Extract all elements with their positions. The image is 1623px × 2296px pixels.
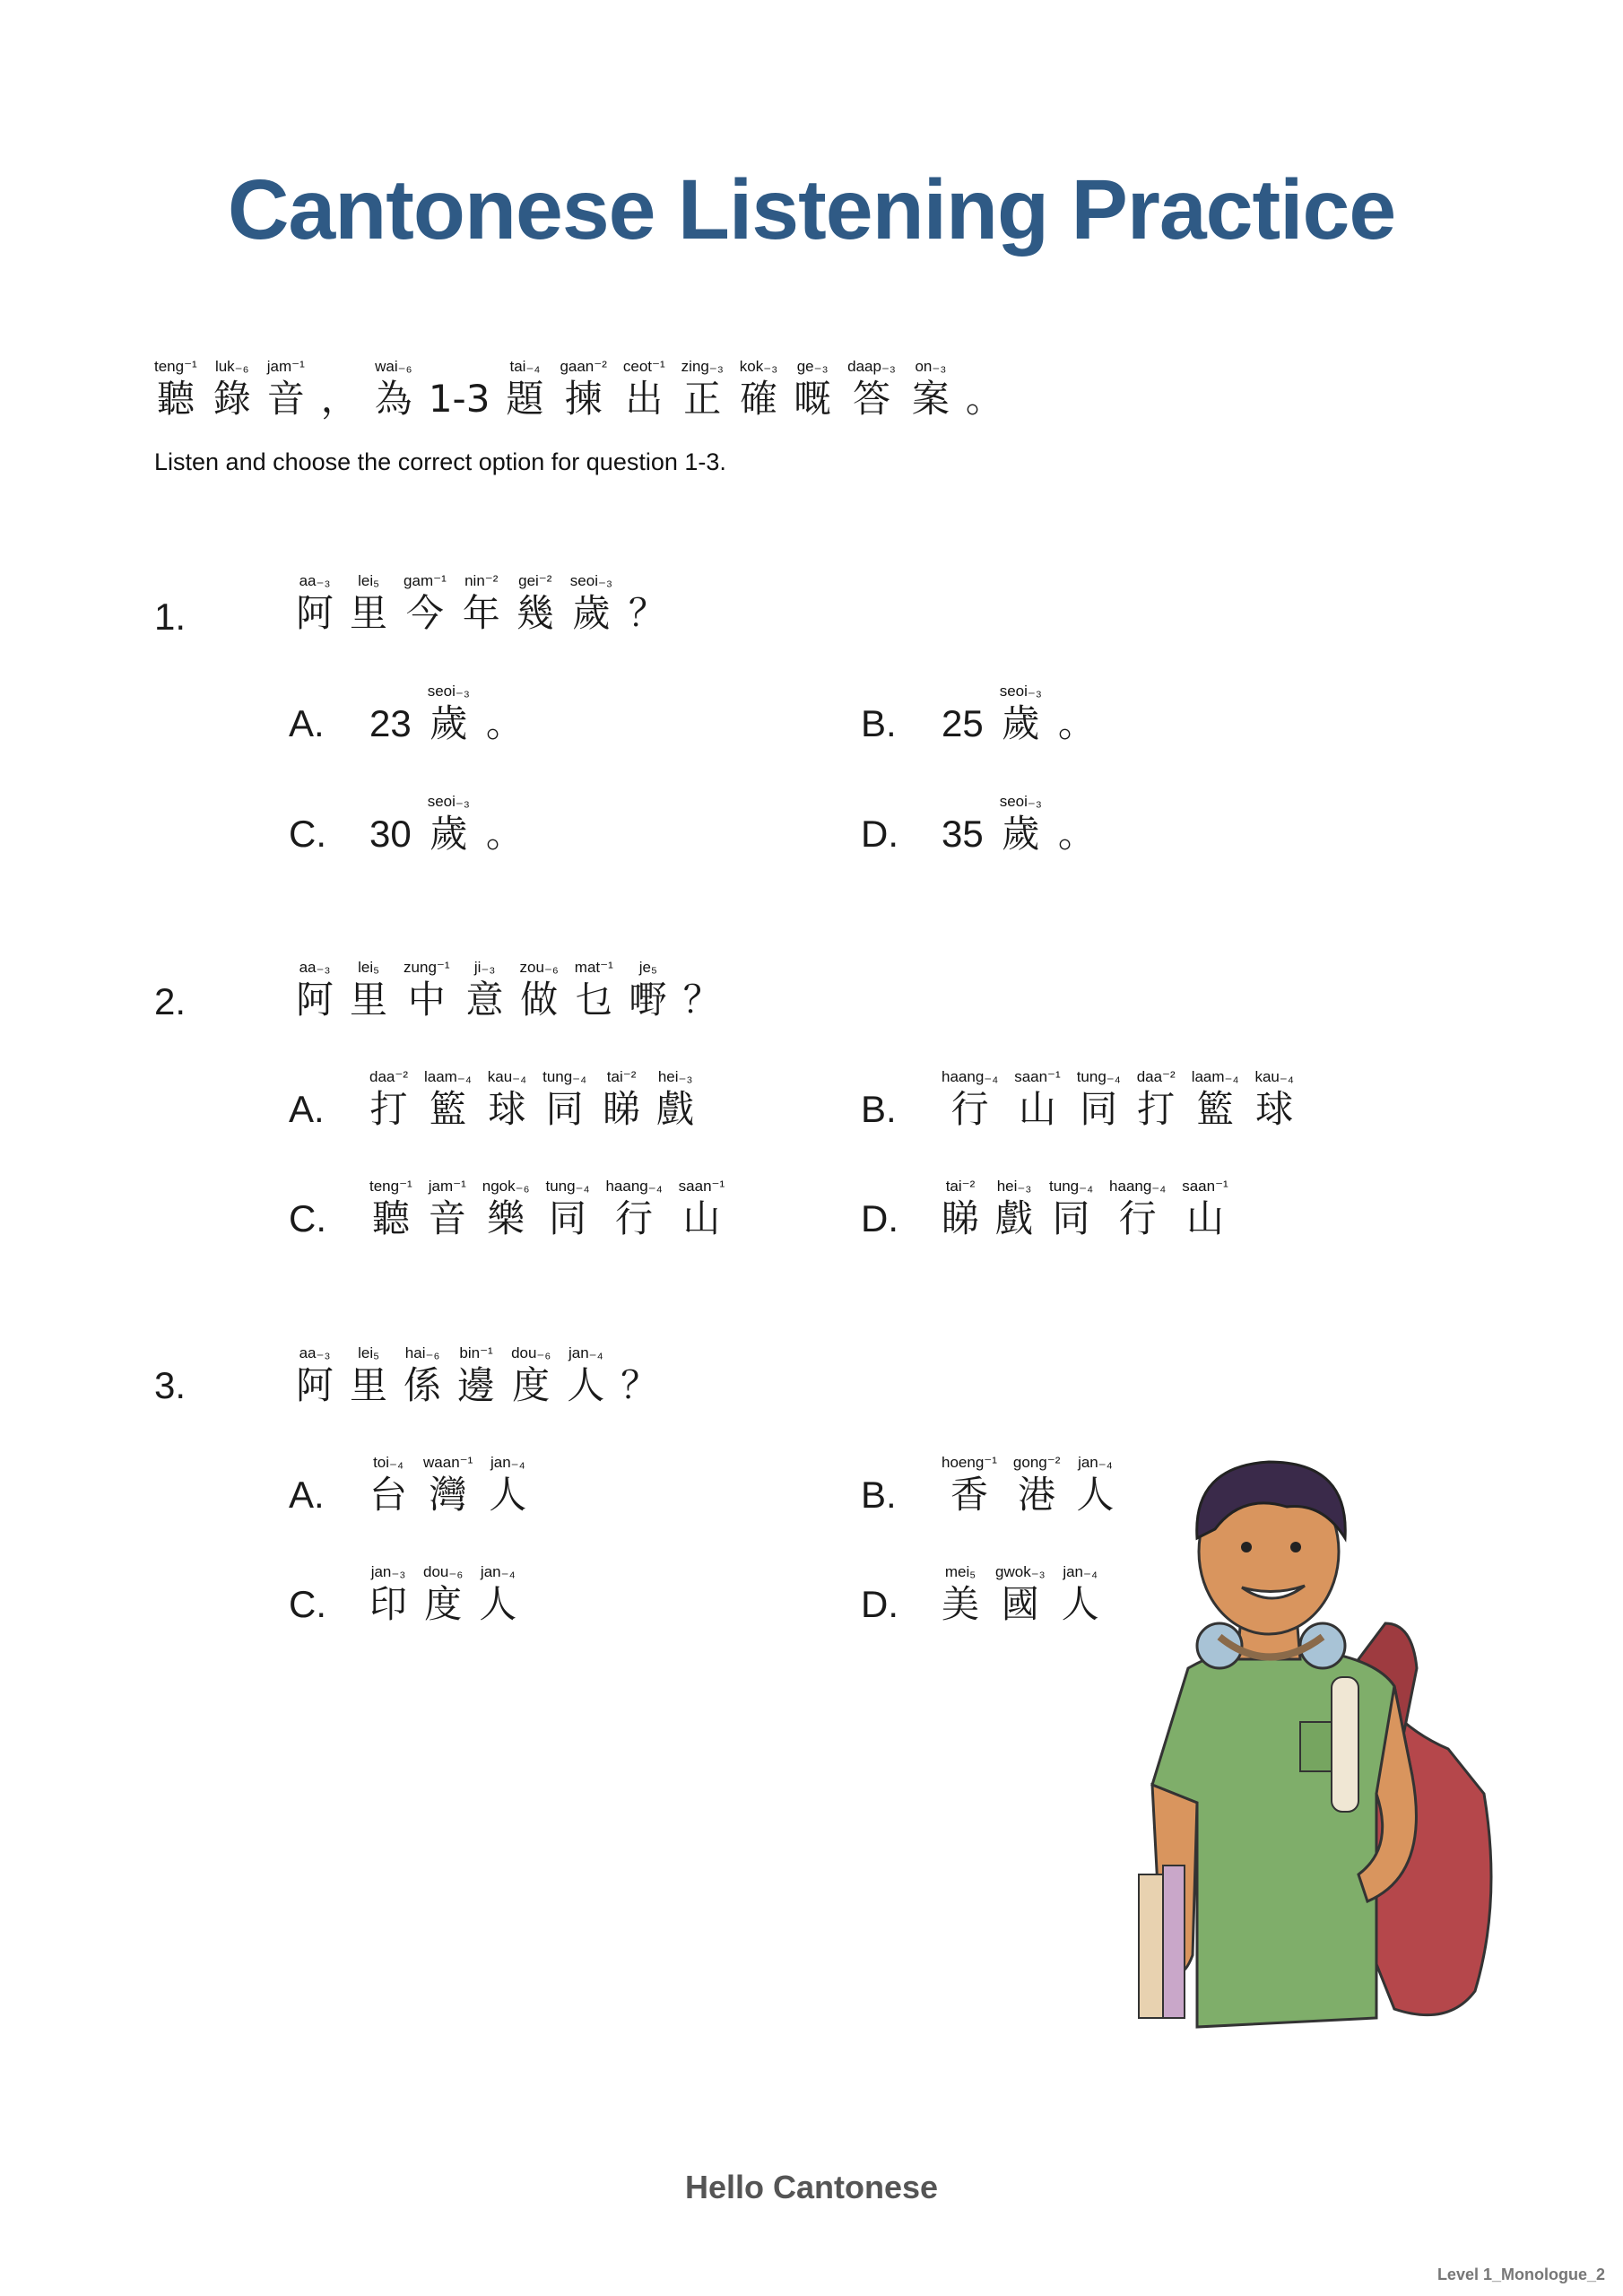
ruby-char xyxy=(1049,1177,1093,1241)
option-c[interactable] xyxy=(289,792,540,857)
jyutping: teng⁻¹ xyxy=(154,358,197,375)
jyutping: haang₋₄ xyxy=(942,1068,999,1085)
option-letter: A. xyxy=(289,1474,325,1516)
chinese-char: 籃 xyxy=(1196,1087,1235,1131)
chinese-char: 國 xyxy=(1001,1582,1039,1626)
option-number: 30 xyxy=(369,813,412,855)
ruby-char xyxy=(516,571,554,636)
ruby-char xyxy=(369,1562,407,1627)
jyutping: je₅ xyxy=(638,959,657,976)
jyutping: gei⁻² xyxy=(518,572,552,589)
ruby-char xyxy=(629,958,667,1022)
ruby-char xyxy=(794,357,831,422)
chinese-char: 聽 xyxy=(371,1196,410,1240)
chinese-char: 。 xyxy=(485,812,524,856)
chinese-char: 山 xyxy=(1185,1196,1224,1240)
option-letter: B. xyxy=(861,1474,897,1516)
chinese-char: 今 xyxy=(405,591,444,635)
jyutping: wai₋₆ xyxy=(375,358,412,375)
ruby-char xyxy=(466,958,504,1022)
ruby-char xyxy=(1182,1177,1228,1241)
chinese-char: 行 xyxy=(950,1087,989,1131)
student-illustration xyxy=(1089,1453,1520,2081)
chinese-char: 球 xyxy=(1255,1087,1294,1131)
question-number: 2. xyxy=(154,980,187,1022)
question-number: 3. xyxy=(154,1364,187,1406)
chinese-char: 。 xyxy=(1057,701,1096,745)
option-number: 25 xyxy=(942,702,984,744)
ruby-char xyxy=(942,1067,998,1132)
ruby-char xyxy=(656,1067,694,1132)
chinese-char: 印 xyxy=(369,1582,408,1626)
jyutping: seoi₋₃ xyxy=(999,793,1042,810)
chinese-char: 人 xyxy=(489,1473,527,1517)
chinese-char: 睇 xyxy=(603,1087,641,1131)
chinese-char: 案 xyxy=(911,377,950,421)
ruby-char xyxy=(942,1562,979,1627)
chinese-char: 係 xyxy=(404,1363,442,1407)
option-letter: C. xyxy=(289,1583,326,1625)
ruby-char xyxy=(369,1453,407,1518)
jyutping: aa₋₃ xyxy=(299,959,331,976)
chinese-char: 嘅 xyxy=(794,377,832,421)
jyutping: daap₋₃ xyxy=(847,358,896,375)
ruby-char xyxy=(679,1177,725,1241)
ruby-char xyxy=(683,958,721,1022)
chinese-char: 港 xyxy=(1018,1473,1056,1517)
jyutping: seoi₋₃ xyxy=(427,793,470,810)
chinese-char: 籃 xyxy=(429,1087,467,1131)
chinese-char: 同 xyxy=(545,1087,584,1131)
ruby-char xyxy=(369,1067,408,1132)
jyutping: hei₋₃ xyxy=(996,1178,1032,1195)
instruction-english: Listen and choose the correct option for question 1-3. xyxy=(154,448,726,475)
chinese-char: 睇 xyxy=(942,1196,980,1240)
jyutping: jan₋₃ xyxy=(370,1563,406,1580)
chinese-char: 香 xyxy=(950,1473,988,1517)
chinese-char: ？ xyxy=(621,1363,659,1407)
jyutping: tai⁻² xyxy=(606,1068,637,1085)
option-d[interactable] xyxy=(861,1562,1115,1627)
option-b[interactable] xyxy=(861,682,1112,746)
chinese-char: 台 xyxy=(369,1473,408,1517)
ruby-char xyxy=(545,1177,589,1241)
jyutping: lei₅ xyxy=(358,959,379,976)
option-letter: D. xyxy=(861,1197,898,1239)
chinese-char: 灣 xyxy=(429,1473,467,1517)
jyutping: jam⁻¹ xyxy=(428,1178,466,1195)
ruby-char xyxy=(213,357,251,422)
jyutping: seoi₋₃ xyxy=(569,572,612,589)
jyutping: saan⁻¹ xyxy=(1014,1068,1061,1085)
chinese-char: 。 xyxy=(485,701,524,745)
chinese-char: 出 xyxy=(625,377,664,421)
ruby-char xyxy=(296,571,334,636)
ruby-char xyxy=(296,1344,334,1408)
chinese-char: 中 xyxy=(407,978,446,1022)
ruby-char xyxy=(623,357,665,422)
chinese-char: 山 xyxy=(1018,1087,1056,1131)
jyutping: gwok₋₃ xyxy=(995,1563,1046,1580)
ruby-char xyxy=(428,682,470,746)
ruby-char xyxy=(1109,1177,1166,1241)
chinese-char: ， xyxy=(320,377,359,421)
chinese-char: 戲 xyxy=(656,1087,695,1131)
jyutping: lei₅ xyxy=(358,572,379,589)
jyutping: ceot⁻¹ xyxy=(622,358,665,375)
ruby-char xyxy=(423,1453,473,1518)
option-a[interactable] xyxy=(289,1453,542,1518)
chinese-char: 年 xyxy=(462,591,500,635)
chinese-char: 同 xyxy=(1052,1196,1090,1240)
chinese-char: 里 xyxy=(350,978,388,1022)
jyutping: nin⁻² xyxy=(464,572,499,589)
option-letter: B. xyxy=(861,1088,897,1130)
jyutping: daa⁻² xyxy=(369,1068,408,1085)
ruby-char xyxy=(1077,1067,1121,1132)
jyutping: hoeng⁻¹ xyxy=(942,1454,997,1471)
ruby-char xyxy=(942,1177,979,1241)
question-text xyxy=(296,1344,674,1408)
option-c[interactable] xyxy=(289,1562,533,1627)
ruby-char xyxy=(1013,1453,1060,1518)
ruby-char xyxy=(520,958,559,1022)
jyutping: hai₋₆ xyxy=(404,1344,440,1361)
ruby-char xyxy=(321,357,359,422)
ruby-char xyxy=(489,1453,526,1518)
chinese-char: 確 xyxy=(739,377,777,421)
jyutping: seoi₋₃ xyxy=(999,683,1042,700)
ruby-char xyxy=(603,1067,640,1132)
jyutping: haang₋₄ xyxy=(1109,1178,1167,1195)
ruby-char xyxy=(350,571,387,636)
jyutping: mat⁻¹ xyxy=(574,959,613,976)
ruby-char xyxy=(463,571,500,636)
ruby-char xyxy=(429,357,490,422)
chinese-char: 意 xyxy=(465,978,504,1022)
ruby-char xyxy=(369,1177,412,1241)
chinese-char: 行 xyxy=(615,1196,654,1240)
chinese-char: 歲 xyxy=(430,812,468,856)
chinese-char: 音 xyxy=(428,1196,466,1240)
ruby-char xyxy=(424,1067,472,1132)
chinese-char: 打 xyxy=(1137,1087,1176,1131)
ruby-char xyxy=(621,1344,658,1408)
ruby-char xyxy=(542,1067,586,1132)
chinese-char: 山 xyxy=(682,1196,721,1240)
jyutping: jan₋₄ xyxy=(490,1454,525,1471)
ruby-char xyxy=(457,1344,495,1408)
chinese-char: 打 xyxy=(369,1087,408,1131)
chinese-char: 幾 xyxy=(516,591,554,635)
ruby-char xyxy=(1000,682,1042,746)
ruby-char xyxy=(1058,792,1096,857)
ruby-char xyxy=(560,357,606,422)
chinese-char: 人 xyxy=(567,1363,605,1407)
chinese-char: 里 xyxy=(350,591,388,635)
ruby-char xyxy=(995,1177,1033,1241)
ruby-char xyxy=(567,1344,604,1408)
jyutping: teng⁻¹ xyxy=(369,1178,412,1195)
chinese-char: 錄 xyxy=(213,377,251,421)
chinese-char: 歲 xyxy=(1002,701,1040,745)
jyutping: toi₋₄ xyxy=(373,1454,404,1471)
chinese-char: ？ xyxy=(628,591,666,635)
jyutping: saan⁻¹ xyxy=(678,1178,725,1195)
jyutping: aa₋₃ xyxy=(299,1344,331,1361)
ruby-char xyxy=(511,1344,551,1408)
chinese-char: 為 xyxy=(374,377,412,421)
ruby-char xyxy=(1254,1067,1293,1132)
chinese-char: 乜 xyxy=(575,978,613,1022)
ruby-char xyxy=(404,958,450,1022)
jyutping: hei₋₃ xyxy=(657,1068,693,1085)
chinese-char: 阿 xyxy=(296,1363,334,1407)
chinese-char: 正 xyxy=(683,377,722,421)
ruby-char xyxy=(267,357,305,422)
footer-brand: Hello Cantonese xyxy=(684,2169,939,2205)
ruby-char xyxy=(570,571,612,636)
jyutping: jam⁻¹ xyxy=(266,358,305,375)
ruby-char xyxy=(847,357,896,422)
ruby-char xyxy=(506,357,543,422)
ruby-char xyxy=(428,792,470,857)
jyutping: laam₋₄ xyxy=(1191,1068,1239,1085)
jyutping: tung₋₄ xyxy=(545,1178,590,1195)
ruby-char xyxy=(1014,1067,1061,1132)
chinese-char: 人 xyxy=(479,1582,517,1626)
jyutping: saan⁻¹ xyxy=(1182,1178,1228,1195)
jyutping: tai₋₄ xyxy=(509,358,541,375)
jyutping: gaan⁻² xyxy=(560,358,607,375)
option-letter: A. xyxy=(289,702,325,744)
option-number: 35 xyxy=(942,813,984,855)
jyutping: dou₋₆ xyxy=(511,1344,551,1361)
chinese-char: 同 xyxy=(1080,1087,1118,1131)
ruby-char xyxy=(740,357,777,422)
option-letter: D. xyxy=(861,813,898,855)
ruby-char xyxy=(1058,682,1096,746)
ruby-char xyxy=(482,1177,530,1241)
option-letter: A. xyxy=(289,1088,325,1130)
jyutping: ge₋₃ xyxy=(796,358,829,375)
ruby-char xyxy=(1000,792,1042,857)
ruby-char xyxy=(479,1562,516,1627)
jyutping: jan₋₄ xyxy=(480,1563,516,1580)
ruby-char xyxy=(404,1344,441,1408)
chinese-char: 音 xyxy=(266,377,305,421)
jyutping: tung₋₄ xyxy=(1076,1068,1121,1085)
jyutping: on₋₃ xyxy=(915,358,947,375)
chinese-char: 揀 xyxy=(564,377,603,421)
chinese-char: 球 xyxy=(488,1087,526,1131)
chinese-char: 嘢 xyxy=(629,978,667,1022)
chinese-char: 歲 xyxy=(430,701,468,745)
jyutping: haang₋₄ xyxy=(605,1178,663,1195)
option-letter: D. xyxy=(861,1583,898,1625)
instruction-chinese xyxy=(154,357,1020,422)
chinese-char: 阿 xyxy=(296,978,334,1022)
option-d[interactable] xyxy=(861,792,1112,857)
chinese-char: 戲 xyxy=(995,1196,1034,1240)
ruby-char xyxy=(681,357,724,422)
option-a[interactable] xyxy=(289,1067,710,1132)
jyutping: zou₋₆ xyxy=(519,959,559,976)
ruby-char xyxy=(995,1562,1046,1627)
jyutping: kau₋₄ xyxy=(487,1068,527,1085)
page-title: Cantonese Listening Practice xyxy=(227,162,1396,257)
option-b[interactable] xyxy=(861,1067,1310,1132)
jyutping: zung⁻¹ xyxy=(404,959,450,976)
option-c[interactable] xyxy=(289,1177,741,1241)
option-number: 23 xyxy=(369,702,412,744)
jyutping: gong⁻² xyxy=(1012,1454,1061,1471)
chinese-char: 歲 xyxy=(572,591,611,635)
chinese-char: 。 xyxy=(1057,812,1096,856)
chinese-char: 度 xyxy=(512,1363,551,1407)
option-letter: B. xyxy=(861,702,897,744)
chinese-char: 人 xyxy=(1061,1582,1099,1626)
chinese-char: 同 xyxy=(548,1196,586,1240)
ruby-char xyxy=(296,958,334,1022)
jyutping: zing₋₃ xyxy=(681,358,724,375)
jyutping: tung₋₄ xyxy=(542,1068,587,1085)
chinese-char: ？ xyxy=(682,978,721,1022)
jyutping: aa₋₃ xyxy=(299,572,331,589)
jyutping: laam₋₄ xyxy=(424,1068,472,1085)
jyutping: mei₅ xyxy=(944,1563,976,1580)
ruby-char xyxy=(423,1562,463,1627)
chinese-char: 美 xyxy=(942,1582,980,1626)
question-text xyxy=(296,958,737,1022)
ruby-char xyxy=(575,958,613,1022)
jyutping: daa⁻² xyxy=(1136,1068,1176,1085)
ruby-char xyxy=(486,682,524,746)
ruby-char xyxy=(429,1177,466,1241)
ruby-char xyxy=(488,1067,526,1132)
jyutping: lei₅ xyxy=(358,1344,379,1361)
jyutping: tai⁻² xyxy=(945,1178,976,1195)
ruby-char xyxy=(404,571,447,636)
option-a[interactable] xyxy=(289,682,540,746)
page-code: Level 1_Monologue_2 xyxy=(1436,2266,1605,2283)
chinese-char: 1-3 xyxy=(428,377,490,421)
jyutping: tung₋₄ xyxy=(1049,1178,1094,1195)
chinese-char: 阿 xyxy=(296,591,334,635)
jyutping: jan₋₄ xyxy=(568,1344,603,1361)
chinese-char: 答 xyxy=(852,377,890,421)
ruby-char xyxy=(629,571,666,636)
ruby-char xyxy=(966,357,1003,422)
ruby-char xyxy=(375,357,412,422)
ruby-char xyxy=(486,792,524,857)
chinese-char: 。 xyxy=(965,377,1003,421)
jyutping: seoi₋₃ xyxy=(427,683,470,700)
ruby-char xyxy=(1192,1067,1239,1132)
ruby-char xyxy=(350,1344,387,1408)
question-text xyxy=(296,571,682,636)
chinese-char: 行 xyxy=(1118,1196,1157,1240)
ruby-char xyxy=(912,357,950,422)
chinese-char: 歲 xyxy=(1002,812,1040,856)
chinese-char: 做 xyxy=(520,978,559,1022)
jyutping: jan₋₄ xyxy=(1063,1563,1098,1580)
jyutping: gam⁻¹ xyxy=(404,572,447,589)
jyutping: luk₋₆ xyxy=(214,358,249,375)
question-number: 1. xyxy=(154,596,187,638)
jyutping: bin⁻¹ xyxy=(459,1344,493,1361)
jyutping: waan⁻¹ xyxy=(423,1454,473,1471)
chinese-char: 人 xyxy=(1076,1473,1115,1517)
option-letter: C. xyxy=(289,1197,326,1239)
jyutping: ngok₋₆ xyxy=(482,1178,530,1195)
jyutping: dou₋₆ xyxy=(423,1563,464,1580)
ruby-char xyxy=(942,1453,997,1518)
jyutping: jan₋₄ xyxy=(1078,1454,1113,1471)
ruby-char xyxy=(1137,1067,1176,1132)
ruby-char xyxy=(605,1177,662,1241)
jyutping: ji₋₃ xyxy=(473,959,496,976)
ruby-char xyxy=(154,357,197,422)
chinese-char: 里 xyxy=(350,1363,388,1407)
chinese-char: 度 xyxy=(424,1582,463,1626)
chinese-char: 題 xyxy=(506,377,544,421)
ruby-char xyxy=(350,958,387,1022)
chinese-char: 樂 xyxy=(487,1196,525,1240)
option-letter: C. xyxy=(289,813,326,855)
option-d[interactable] xyxy=(861,1177,1245,1241)
jyutping: kau₋₄ xyxy=(1254,1068,1294,1085)
chinese-char: 聽 xyxy=(156,377,195,421)
chinese-char: 邊 xyxy=(457,1363,496,1407)
jyutping: kok₋₃ xyxy=(739,358,778,375)
